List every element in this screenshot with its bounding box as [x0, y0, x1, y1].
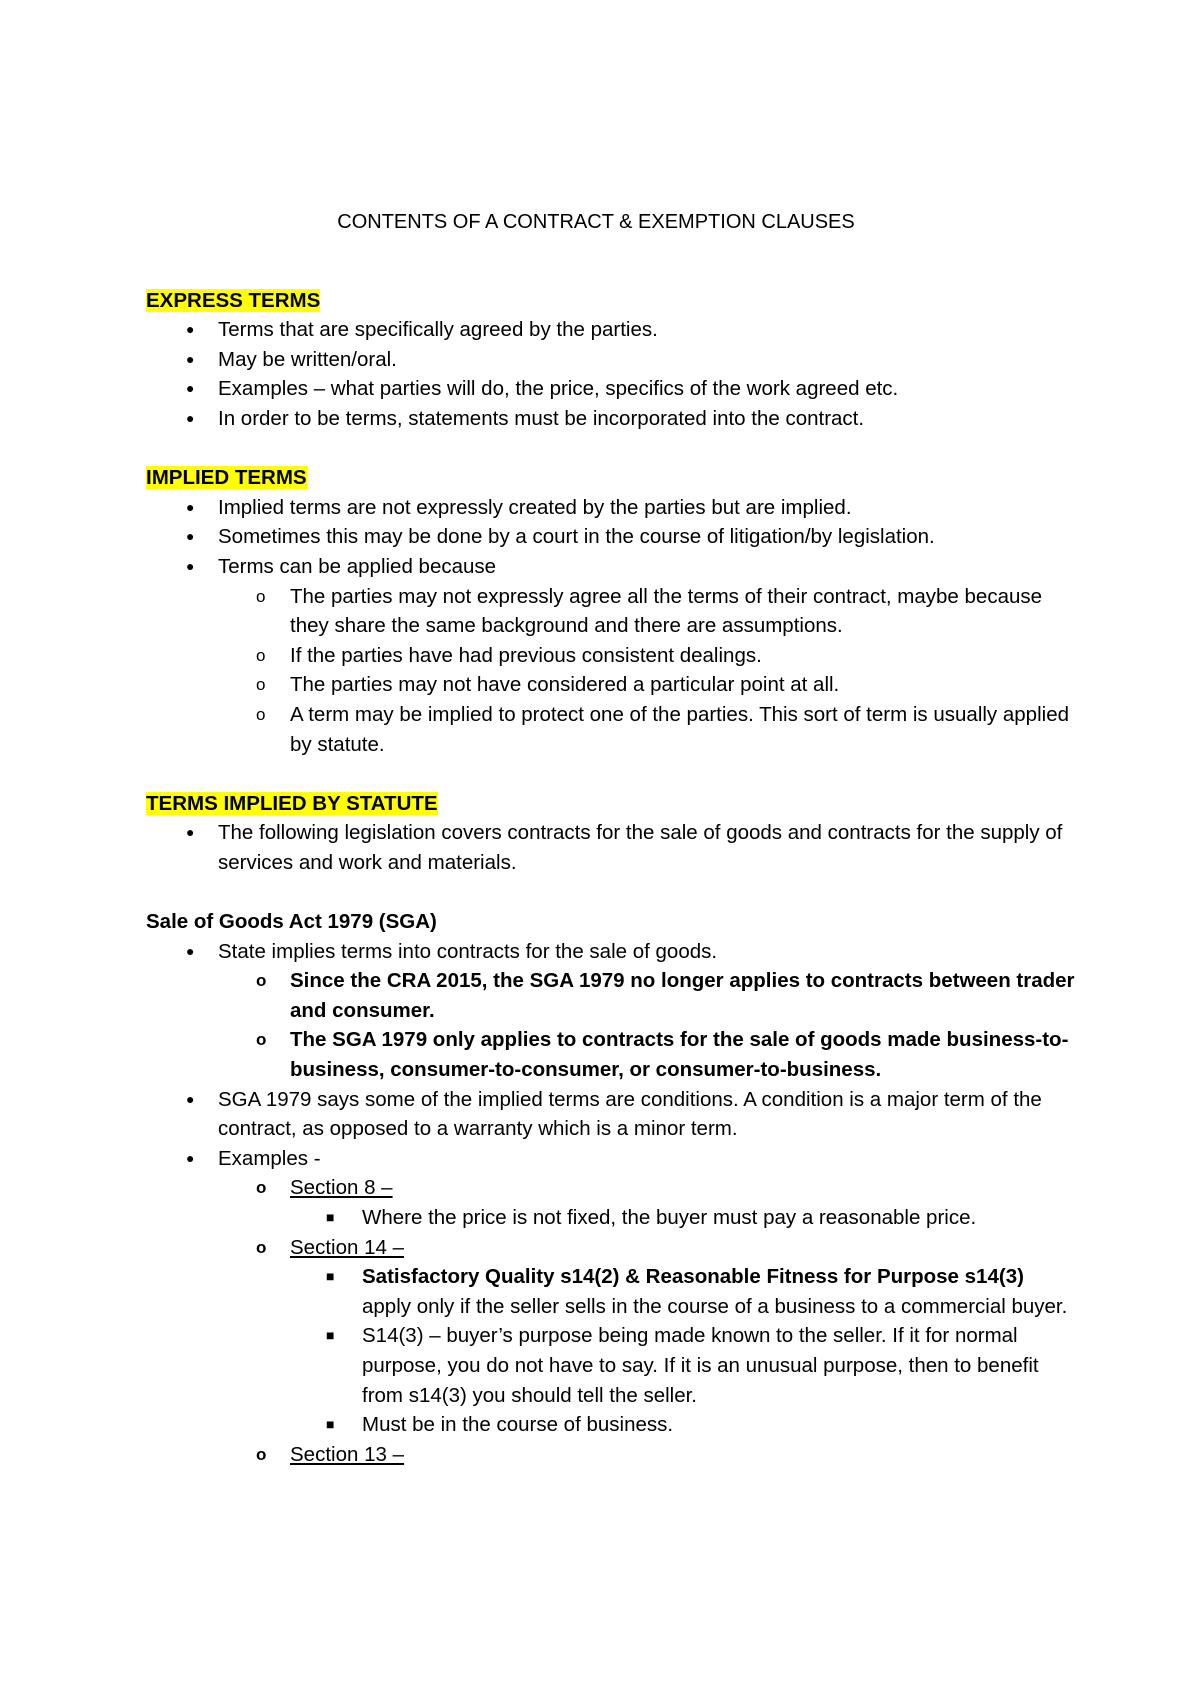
- sga-heading: Sale of Goods Act 1979 (SGA): [146, 910, 437, 934]
- list-item: [146, 404, 1076, 434]
- bullet-icon: ●: [186, 528, 195, 545]
- list-item-text: Examples -: [218, 1146, 321, 1170]
- section-14-label: Section 14 –: [290, 1235, 404, 1259]
- list-item: [146, 1144, 1076, 1470]
- spacer: [146, 877, 1076, 907]
- bullet-icon: ●: [186, 380, 195, 397]
- circle-bullet-icon: o: [256, 1030, 267, 1050]
- express-terms-list: [146, 315, 1076, 433]
- document-title: CONTENTS OF A CONTRACT & EXEMPTION CLAUSES: [337, 211, 855, 233]
- list-item: [146, 552, 1076, 759]
- bullet-icon: ●: [186, 321, 195, 338]
- bullet-icon: ●: [186, 557, 195, 574]
- sub-list-item: [218, 670, 1076, 700]
- bullet-icon: ●: [186, 824, 195, 841]
- circle-bullet-icon: o: [256, 1237, 267, 1257]
- circle-bullet-icon: o: [256, 1444, 267, 1464]
- list-item-text: Terms that are specifically agreed by the parties.: [218, 318, 658, 342]
- section-8-points: [290, 1203, 1076, 1233]
- list-item: [146, 345, 1076, 375]
- bullet-icon: ●: [186, 350, 195, 367]
- square-bullet-icon: ■: [326, 1209, 335, 1225]
- list-item: [146, 493, 1076, 523]
- circle-bullet-icon: o: [256, 586, 266, 606]
- section-13-item: [218, 1440, 1076, 1470]
- section-13-label: Section 13 –: [290, 1442, 404, 1466]
- sub-list-item-text: The parties may not have considered a particular point at all.: [290, 673, 840, 697]
- circle-bullet-icon: o: [256, 971, 267, 991]
- bullet-icon: ●: [186, 409, 195, 426]
- section-14-item: [218, 1233, 1076, 1440]
- section-point-text: S14(3) – buyer’s purpose being made known to the seller. If it for normal purpose, you do not have to say. If it is an unusual purpose, then to benefit from s14(3) you should tell the seller.: [362, 1324, 1039, 1407]
- list-item: [146, 1085, 1076, 1144]
- bullet-icon: ●: [186, 1090, 195, 1107]
- circle-bullet-icon: o: [256, 704, 266, 724]
- square-bullet-icon: ■: [326, 1416, 335, 1433]
- list-item: [146, 374, 1076, 404]
- list-item-text: Examples – what parties will do, the price, specifics of the work agreed etc.: [218, 377, 899, 401]
- sub-list-item: [218, 700, 1076, 759]
- sub-list-item-text: A term may be implied to protect one of the parties. This sort of term is usually applied by statute.: [290, 702, 1069, 756]
- circle-bullet-icon: o: [256, 675, 266, 695]
- implied-terms-heading: [146, 463, 1076, 493]
- section-8-item: [218, 1173, 1076, 1232]
- implied-reasons-list: [218, 582, 1076, 760]
- square-bullet-icon: ■: [326, 1268, 335, 1285]
- section-point-text: Where the price is not fixed, the buyer must pay a reasonable price.: [362, 1206, 977, 1229]
- express-terms-heading: [146, 286, 1076, 316]
- section-point-text: Must be in the course of business.: [362, 1413, 674, 1437]
- section-point: [290, 1203, 1076, 1233]
- circle-bullet-icon: o: [256, 1178, 267, 1198]
- implied-terms-list: [146, 493, 1076, 759]
- implied-terms-heading-text: IMPLIED TERMS: [146, 466, 307, 490]
- sga-list: [146, 937, 1076, 1470]
- sub-list-item: [218, 966, 1076, 1025]
- circle-bullet-icon: o: [256, 645, 266, 665]
- list-item: [146, 937, 1076, 1085]
- list-item-text: In order to be terms, statements must be incorporated into the contract.: [218, 406, 865, 430]
- list-item-text: State implies terms into contracts for the sale of goods.: [218, 939, 718, 963]
- section-14-points: [290, 1262, 1076, 1440]
- document-page: [146, 208, 1076, 1469]
- list-item-text: Terms can be applied because: [218, 554, 497, 578]
- list-item: [146, 315, 1076, 345]
- spacer: [146, 759, 1076, 789]
- sub-list-item: [218, 1025, 1076, 1084]
- express-terms-heading-text: EXPRESS TERMS: [146, 288, 321, 312]
- list-item-text: Sometimes this may be done by a court in the course of litigation/by legislation.: [218, 525, 935, 549]
- list-item-text: SGA 1979 says some of the implied terms are conditions. A condition is a major term of the contract, as opposed to a warranty which is a minor term.: [218, 1087, 1042, 1141]
- square-bullet-icon: ■: [326, 1327, 335, 1344]
- section-point: [290, 1410, 1076, 1440]
- list-item-text: The following legislation covers contracts for the sale of goods and contracts for the supply of services and work and materials.: [218, 821, 1063, 874]
- bullet-icon: ●: [186, 942, 195, 959]
- sub-list-item-text: The parties may not expressly agree all the terms of their contract, maybe because they share the same background and there are assumptions.: [290, 584, 1043, 638]
- sub-list-item-text: The SGA 1979 only applies to contracts for the sale of goods made business-to-business, consumer-to-consumer, or consumer-to-business.: [290, 1028, 1069, 1082]
- list-item-text: Implied terms are not expressly created by the parties but are implied.: [218, 495, 852, 519]
- statute-heading-text: TERMS IMPLIED BY STATUTE: [146, 791, 438, 815]
- section-point: [290, 1262, 1076, 1321]
- statute-list: [146, 818, 1076, 877]
- sga-scope-list: [218, 966, 1076, 1084]
- bullet-icon: ●: [186, 1149, 195, 1166]
- sub-list-item: [218, 641, 1076, 671]
- list-item: [146, 522, 1076, 552]
- section-8-label: Section 8 –: [290, 1176, 393, 1200]
- list-item-text: May be written/oral.: [218, 347, 397, 371]
- sub-list-item-text: If the parties have had previous consistent dealings.: [290, 643, 762, 667]
- section-point-bold-text: Satisfactory Quality s14(2) & Reasonable Fitness for Purpose s14(3): [362, 1265, 1024, 1289]
- bullet-icon: ●: [186, 498, 195, 515]
- sga-sections-list: [218, 1173, 1076, 1469]
- spacer: [146, 434, 1076, 464]
- section-point: [290, 1321, 1076, 1410]
- section-point-text: apply only if the seller sells in the course of a business to a commercial buyer.: [362, 1294, 1068, 1318]
- sub-list-item: [218, 582, 1076, 641]
- statute-heading: [146, 789, 1076, 819]
- sub-list-item-text: Since the CRA 2015, the SGA 1979 no longer applies to contracts between trader and consumer.: [290, 969, 1075, 1022]
- list-item: [146, 818, 1076, 877]
